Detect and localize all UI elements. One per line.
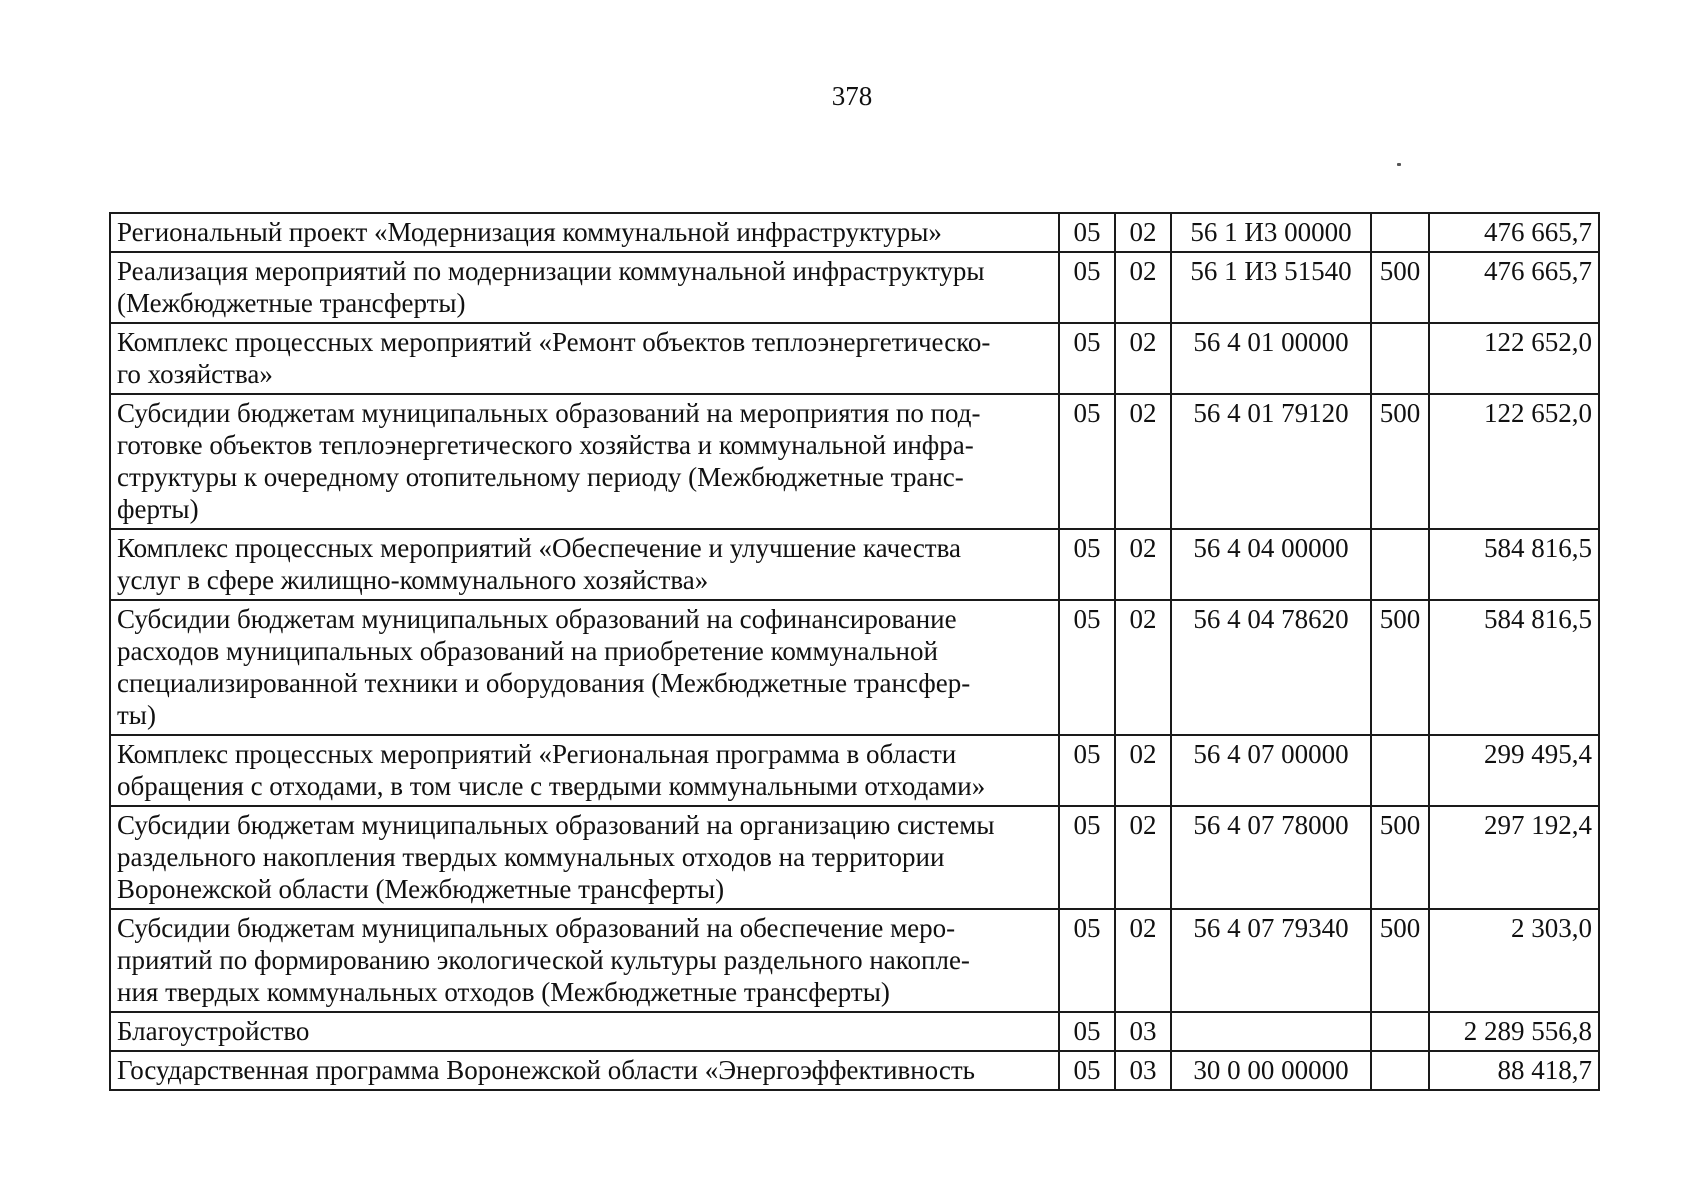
target-article-cell: 56 4 04 78620 <box>1171 600 1371 735</box>
expense-name-line: Региональный проект «Модернизация коммунальной инфраструктуры» <box>117 217 942 247</box>
amount-cell: 476 665,7 <box>1429 213 1599 252</box>
subsection-code-cell: 02 <box>1115 806 1171 909</box>
subsection-code-cell: 03 <box>1115 1012 1171 1051</box>
section-code-cell: 05 <box>1059 600 1115 735</box>
expense-name-line: готовке объектов теплоэнергетического хозяйства и коммунальной инфра- <box>117 430 974 460</box>
expense-type-cell: 500 <box>1371 909 1429 1012</box>
budget-table <box>109 212 1600 1091</box>
budget-table-body <box>110 213 1599 1090</box>
expense-type-cell <box>1371 529 1429 600</box>
target-article-cell: 56 4 07 79340 <box>1171 909 1371 1012</box>
expense-name-cell <box>110 735 1059 806</box>
expense-name-line: Комплекс процессных мероприятий «Обеспечение и улучшение качества <box>117 533 961 563</box>
amount-cell: 122 652,0 <box>1429 323 1599 394</box>
expense-name-line: Комплекс процессных мероприятий «Региональная программа в области <box>117 739 957 769</box>
expense-name-line: Субсидии бюджетам муниципальных образований на мероприятия по под- <box>117 398 981 428</box>
section-code-cell: 05 <box>1059 1051 1115 1090</box>
amount-cell: 88 418,7 <box>1429 1051 1599 1090</box>
table-row <box>110 1051 1599 1090</box>
section-code-cell: 05 <box>1059 529 1115 600</box>
expense-name-line: ния твердых коммунальных отходов (Межбюджетные трансферты) <box>117 977 890 1007</box>
subsection-code-cell: 02 <box>1115 735 1171 806</box>
section-code-cell: 05 <box>1059 1012 1115 1051</box>
expense-name-line: ферты) <box>117 494 199 524</box>
expense-name-line: услуг в сфере жилищно-коммунального хозяйства» <box>117 565 709 595</box>
target-article-cell: 30 0 00 00000 <box>1171 1051 1371 1090</box>
section-code-cell: 05 <box>1059 394 1115 529</box>
expense-name-line: (Межбюджетные трансферты) <box>117 288 466 318</box>
amount-cell: 299 495,4 <box>1429 735 1599 806</box>
subsection-code-cell: 02 <box>1115 394 1171 529</box>
amount-cell: 2 289 556,8 <box>1429 1012 1599 1051</box>
expense-type-cell <box>1371 1012 1429 1051</box>
expense-type-cell <box>1371 323 1429 394</box>
expense-name-line: Субсидии бюджетам муниципальных образований на организацию системы <box>117 810 995 840</box>
expense-name-line: Субсидии бюджетам муниципальных образований на обеспечение меро- <box>117 913 956 943</box>
section-code-cell: 05 <box>1059 323 1115 394</box>
target-article-cell: 56 4 01 79120 <box>1171 394 1371 529</box>
table-row <box>110 1012 1599 1051</box>
section-code-cell: 05 <box>1059 213 1115 252</box>
expense-name-line: Реализация мероприятий по модернизации коммунальной инфраструктуры <box>117 256 985 286</box>
target-article-cell: 56 4 04 00000 <box>1171 529 1371 600</box>
expense-name-line: обращения с отходами, в том числе с твердыми коммунальными отходами» <box>117 771 986 801</box>
section-code-cell: 05 <box>1059 806 1115 909</box>
amount-cell: 122 652,0 <box>1429 394 1599 529</box>
target-article-cell: 56 4 07 78000 <box>1171 806 1371 909</box>
expense-name-cell <box>110 323 1059 394</box>
section-code-cell: 05 <box>1059 909 1115 1012</box>
subsection-code-cell: 02 <box>1115 909 1171 1012</box>
amount-cell: 476 665,7 <box>1429 252 1599 323</box>
expense-name-cell <box>110 806 1059 909</box>
amount-cell: 584 816,5 <box>1429 600 1599 735</box>
expense-name-line: специализированной техники и оборудования (Межбюджетные трансфер- <box>117 668 971 698</box>
target-article-cell: 56 1 И3 51540 <box>1171 252 1371 323</box>
subsection-code-cell: 02 <box>1115 323 1171 394</box>
expense-name-line: Комплекс процессных мероприятий «Ремонт объектов теплоэнергетическо- <box>117 327 991 357</box>
target-article-cell: 56 4 07 00000 <box>1171 735 1371 806</box>
expense-name-line: Субсидии бюджетам муниципальных образований на софинансирование <box>117 604 957 634</box>
target-article-cell: 56 1 И3 00000 <box>1171 213 1371 252</box>
expense-name-line: го хозяйства» <box>117 359 273 389</box>
table-row <box>110 909 1599 1012</box>
expense-type-cell: 500 <box>1371 600 1429 735</box>
expense-name-line: раздельного накопления твердых коммунальных отходов на территории <box>117 842 945 872</box>
table-row <box>110 394 1599 529</box>
table-row <box>110 323 1599 394</box>
scan-speck <box>1397 163 1401 166</box>
amount-cell: 2 303,0 <box>1429 909 1599 1012</box>
expense-type-cell: 500 <box>1371 394 1429 529</box>
expense-type-cell <box>1371 735 1429 806</box>
expense-type-cell: 500 <box>1371 806 1429 909</box>
expense-name-cell <box>110 252 1059 323</box>
table-row <box>110 252 1599 323</box>
expense-name-cell <box>110 600 1059 735</box>
target-article-cell: 56 4 01 00000 <box>1171 323 1371 394</box>
subsection-code-cell: 02 <box>1115 600 1171 735</box>
subsection-code-cell: 02 <box>1115 529 1171 600</box>
expense-name-cell <box>110 909 1059 1012</box>
subsection-code-cell: 02 <box>1115 213 1171 252</box>
table-row <box>110 213 1599 252</box>
target-article-cell <box>1171 1012 1371 1051</box>
expense-name-line: Воронежской области (Межбюджетные трансферты) <box>117 874 725 904</box>
expense-type-cell: 500 <box>1371 252 1429 323</box>
expense-name-cell <box>110 529 1059 600</box>
expense-name-cell <box>110 394 1059 529</box>
table-row <box>110 735 1599 806</box>
expense-type-cell <box>1371 213 1429 252</box>
amount-cell: 297 192,4 <box>1429 806 1599 909</box>
expense-name-cell <box>110 1012 1059 1051</box>
page-number: 378 <box>831 81 873 111</box>
section-code-cell: 05 <box>1059 735 1115 806</box>
expense-name-line: структуры к очередному отопительному периоду (Межбюджетные транс- <box>117 462 964 492</box>
expense-name-cell <box>110 1051 1059 1090</box>
table-row <box>110 600 1599 735</box>
subsection-code-cell: 02 <box>1115 252 1171 323</box>
table-row <box>110 529 1599 600</box>
expense-name-line: ты) <box>117 700 156 730</box>
expense-name-line: расходов муниципальных образований на приобретение коммунальной <box>117 636 938 666</box>
expense-name-line: Государственная программа Воронежской области «Энергоэффективность <box>117 1055 975 1085</box>
expense-name-line: Благоустройство <box>117 1016 310 1046</box>
expense-name-line: приятий по формированию экологической культуры раздельного накопле- <box>117 945 970 975</box>
subsection-code-cell: 03 <box>1115 1051 1171 1090</box>
expense-name-cell <box>110 213 1059 252</box>
section-code-cell: 05 <box>1059 252 1115 323</box>
expense-type-cell <box>1371 1051 1429 1090</box>
table-row <box>110 806 1599 909</box>
amount-cell: 584 816,5 <box>1429 529 1599 600</box>
